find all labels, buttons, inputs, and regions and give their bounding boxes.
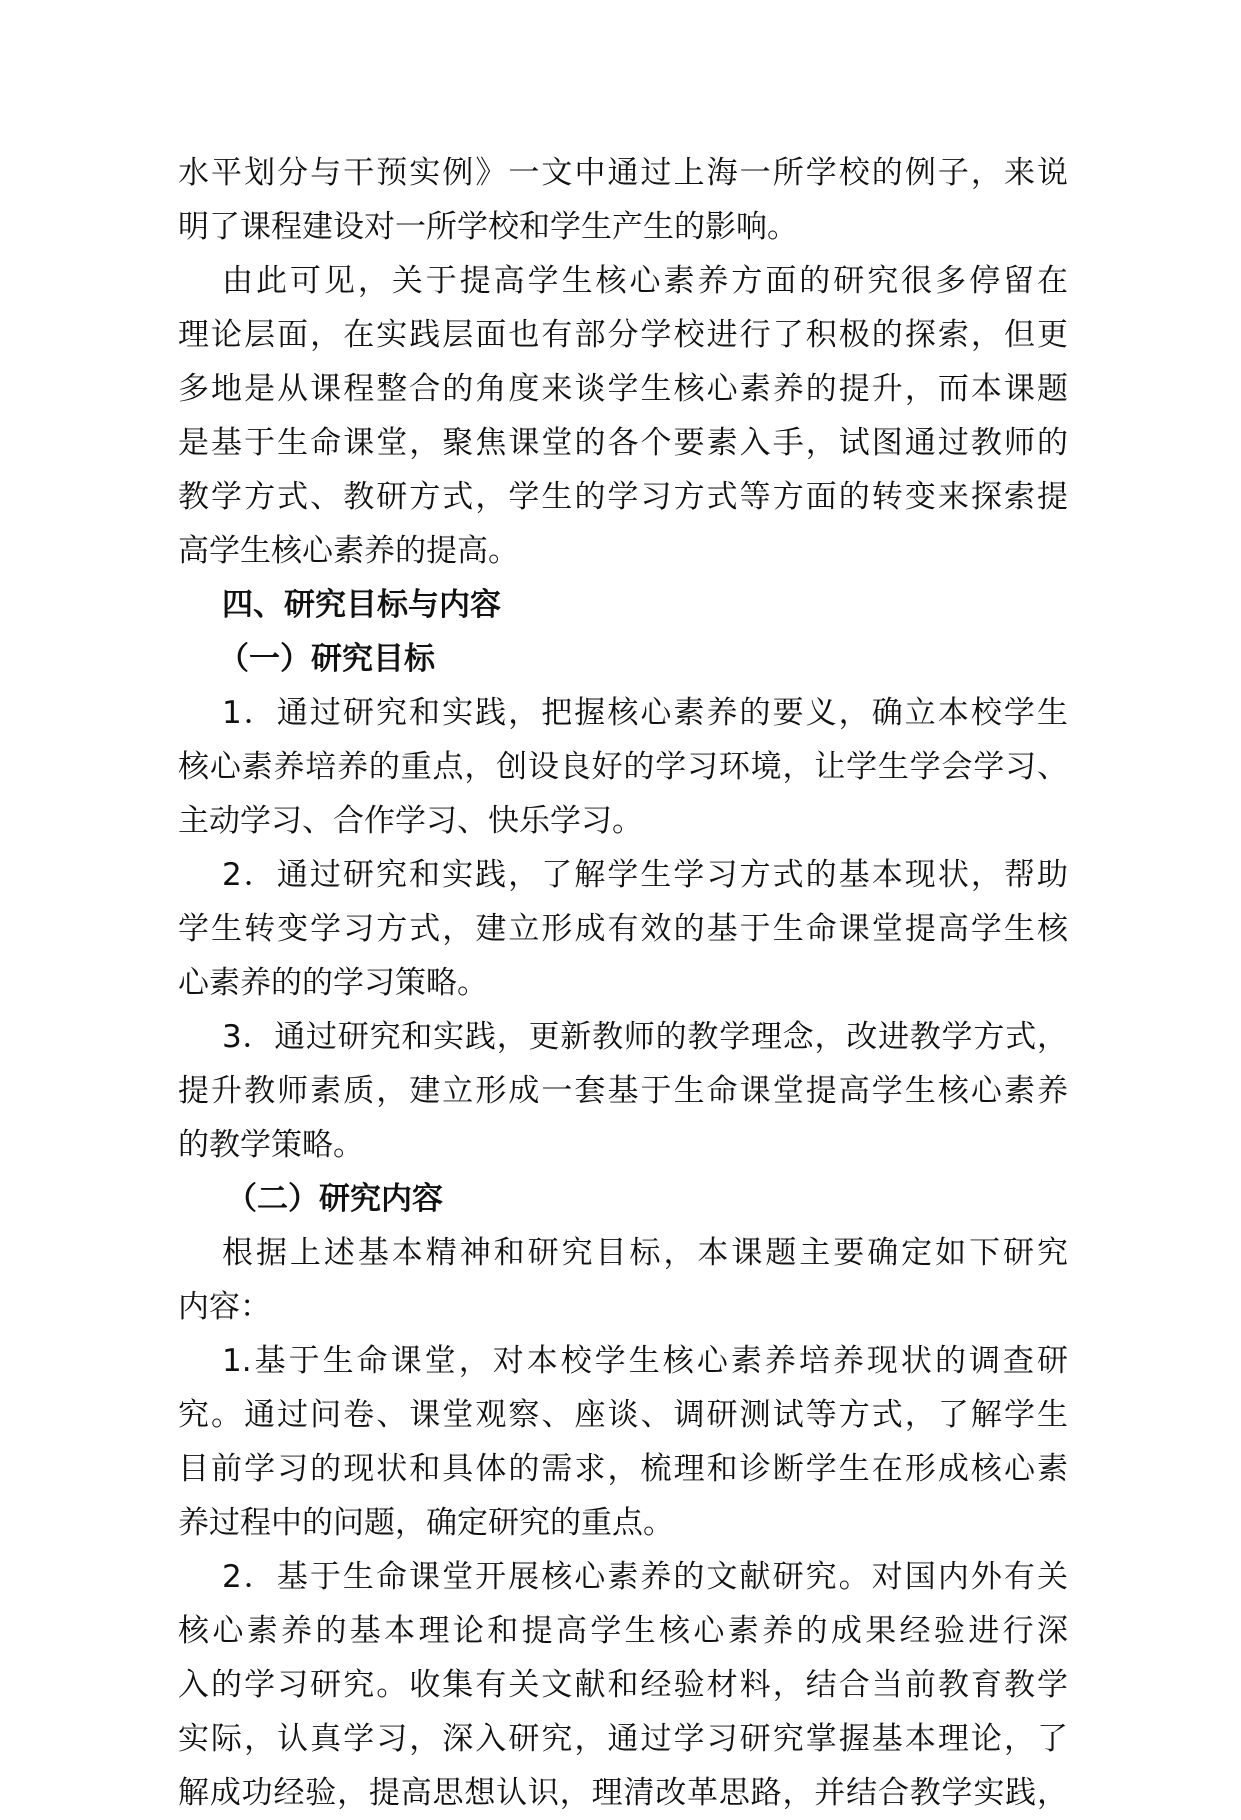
paragraph-line: 2．通过研究和实践，了解学生学习方式的基本现状，帮助: [222, 857, 1068, 893]
paragraph-line: 多地是从课程整合的角度来谈学生核心素养的提升，而本课题: [178, 371, 1068, 407]
paragraph-line: 学生转变学习方式，建立形成有效的基于生命课堂提高学生核: [178, 911, 1068, 947]
paragraph-line: 理论层面，在实践层面也有部分学校进行了积极的探索，但更: [178, 317, 1068, 353]
paragraph-line: 是基于生命课堂，聚焦课堂的各个要素入手，试图通过教师的: [178, 425, 1068, 461]
paragraph-line: 根据上述基本精神和研究目标，本课题主要确定如下研究: [222, 1235, 1068, 1271]
paragraph-line: 解成功经验，提高思想认识，理清改革思路，并结合教学实践，: [178, 1775, 1068, 1811]
paragraph-line: 明了课程建设对一所学校和学生产生的影响。: [178, 209, 798, 245]
paragraph-line: 目前学习的现状和具体的需求，梳理和诊断学生在形成核心素: [178, 1451, 1068, 1487]
paragraph-line: 核心素养培养的重点，创设良好的学习环境，让学生学会学习、: [178, 749, 1068, 785]
paragraph-line: 核心素养的基本理论和提高学生核心素养的成果经验进行深: [178, 1613, 1068, 1649]
paragraph-line: 养过程中的问题，确定研究的重点。: [178, 1505, 674, 1541]
paragraph-line: 入的学习研究。收集有关文献和经验材料，结合当前教育教学: [178, 1667, 1068, 1703]
paragraph-line: 1.基于生命课堂，对本校学生核心素养培养现状的调查研: [222, 1343, 1068, 1379]
paragraph-line: 高学生核心素养的提高。: [178, 533, 519, 569]
subsection-heading: （二）研究内容: [226, 1181, 443, 1217]
paragraph-line: 心素养的的学习策略。: [178, 965, 488, 1001]
paragraph-line: 2．基于生命课堂开展核心素养的文献研究。对国内外有关: [222, 1559, 1068, 1595]
paragraph-line: 的教学策略。: [178, 1127, 364, 1163]
paragraph-line: 教学方式、教研方式，学生的学习方式等方面的转变来探索提: [178, 479, 1068, 515]
paragraph-line: 提升教师素质，建立形成一套基于生命课堂提高学生核心素养: [178, 1073, 1068, 1109]
paragraph-line: 水平划分与干预实例》一文中通过上海一所学校的例子，来说: [178, 155, 1068, 191]
paragraph-line: 1．通过研究和实践，把握核心素养的要义，确立本校学生: [222, 695, 1068, 731]
paragraph-line: 由此可见，关于提高学生核心素养方面的研究很多停留在: [222, 263, 1068, 299]
paragraph-line: 究。通过问卷、课堂观察、座谈、调研测试等方式，了解学生: [178, 1397, 1068, 1433]
paragraph-line: 3．通过研究和实践，更新教师的教学理念，改进教学方式，: [222, 1019, 1068, 1055]
paragraph-line: 主动学习、合作学习、快乐学习。: [178, 803, 643, 839]
paragraph-line: 内容：: [178, 1289, 271, 1325]
body-text: [178, 146, 1068, 1820]
subsection-heading: （一）研究目标: [218, 641, 435, 677]
paragraph-line: 实际，认真学习，深入研究，通过学习研究掌握基本理论，了: [178, 1721, 1068, 1757]
section-heading: 四、研究目标与内容: [222, 587, 501, 623]
